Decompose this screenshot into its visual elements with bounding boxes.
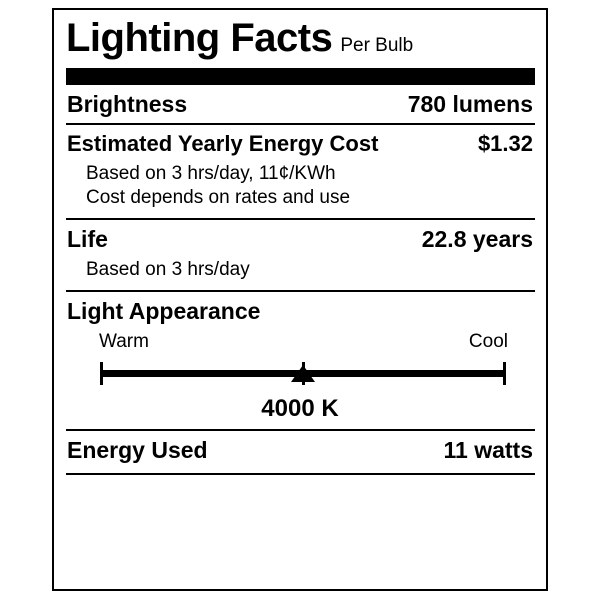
brightness-value: 780 lumens [407, 91, 533, 117]
life-note: Based on 3 hrs/day [86, 259, 250, 280]
label-content [64, 10, 536, 535]
color-temperature-value: 4000 K [261, 395, 339, 422]
energy-cost-value: $1.32 [477, 131, 533, 156]
label-title-row [64, 10, 536, 58]
energy-cost-label: Estimated Yearly Energy Cost [67, 131, 379, 156]
brightness-label: Brightness [67, 91, 188, 117]
energy-used-row [64, 431, 536, 469]
energy-used-label: Energy Used [67, 437, 208, 463]
brightness-row [64, 85, 536, 123]
light-appearance-scale-labels [64, 327, 536, 353]
energy-used-value: 11 watts [443, 437, 533, 463]
page-title: Lighting Facts [66, 16, 333, 60]
page-title-suffix: Per Bulb [340, 35, 414, 56]
life-label: Life [67, 226, 108, 252]
light-appearance-scale [100, 359, 506, 393]
scale-tick-right [503, 362, 506, 385]
lighting-facts-label [52, 8, 548, 591]
scale-max-label: Cool [468, 331, 508, 352]
life-value: 22.8 years [421, 226, 533, 252]
scale-pointer-icon [291, 365, 315, 382]
light-appearance-label: Light Appearance [67, 298, 261, 324]
life-row [64, 220, 536, 258]
energy-cost-note-2: Cost depends on rates and use [86, 187, 351, 208]
energy-cost-note-1: Based on 3 hrs/day, 11¢/KWh [86, 163, 336, 184]
title-divider-bar [66, 68, 535, 85]
scale-tick-left [100, 362, 103, 385]
label-bottom-space [64, 475, 536, 535]
scale-min-label: Warm [99, 331, 149, 352]
energy-cost-row [64, 125, 536, 162]
